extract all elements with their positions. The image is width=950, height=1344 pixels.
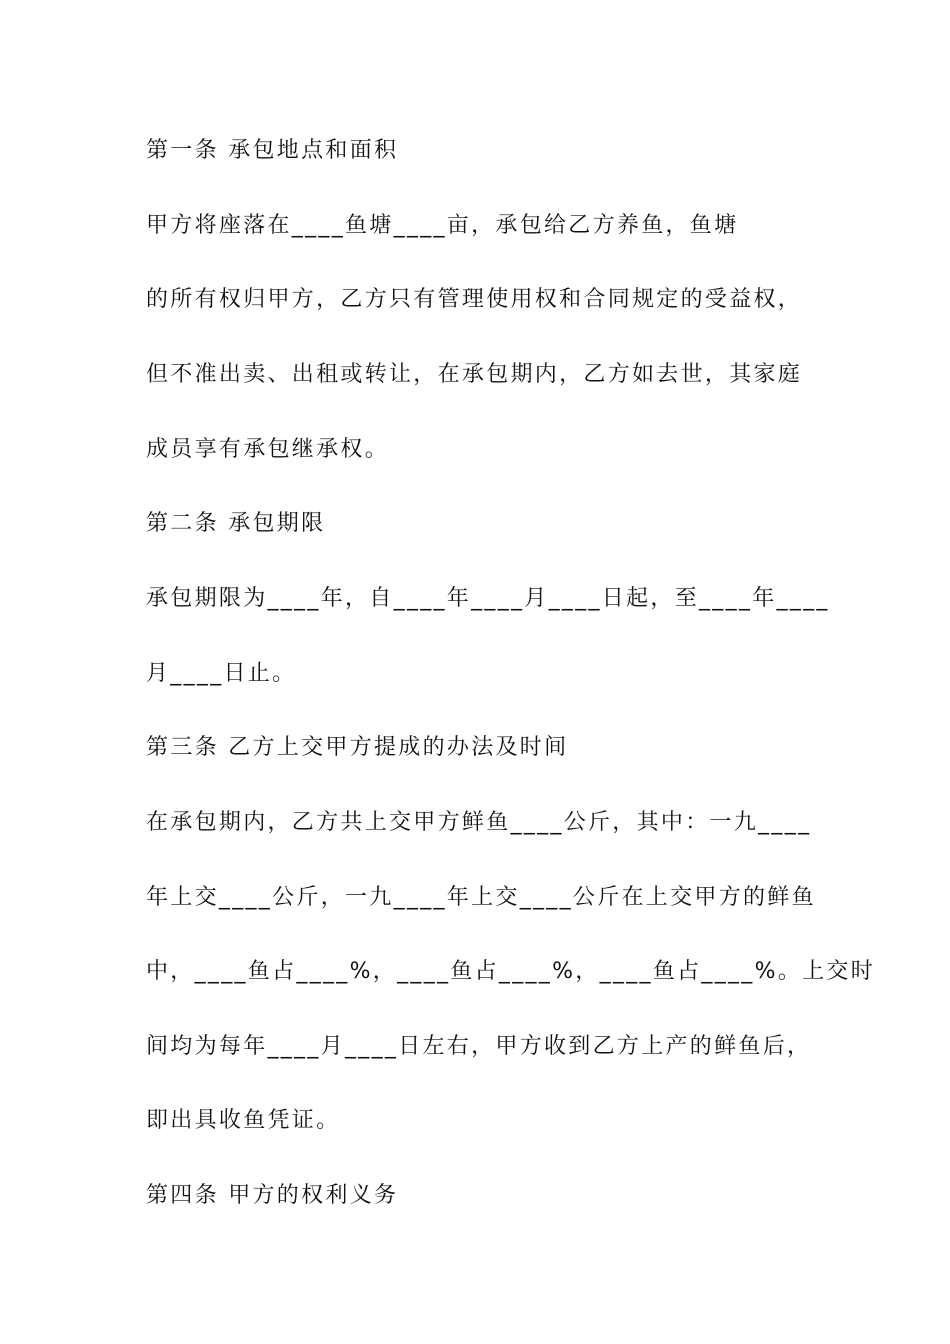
paragraph-line: 即出具收鱼凭证。 <box>146 1108 341 1133</box>
article-3-heading: 第三条 乙方上交甲方提成的办法及时间 <box>146 735 569 760</box>
paragraph-line: 承包期限为____年，自____年____月____日起，至____年____ <box>146 586 830 611</box>
paragraph-line: 的所有权归甲方，乙方只有管理使用权和合同规定的受益权， <box>146 287 803 312</box>
paragraph-line: 年上交____公斤，一九____年上交____公斤在上交甲方的鲜鱼 <box>146 885 816 910</box>
paragraph-line: 间均为每年____月____日左右，甲方收到乙方上产的鲜鱼后， <box>146 1034 812 1059</box>
article-2-heading: 第二条 承包期限 <box>146 511 326 536</box>
paragraph-line: 甲方将座落在____鱼塘____亩，承包给乙方养鱼，鱼塘 <box>146 213 739 238</box>
paragraph-line: 成员享有承包继承权。 <box>146 437 390 462</box>
paragraph-line: 中，____鱼占____%，____鱼占____%，____鱼占____%。上交时 <box>146 959 876 984</box>
paragraph-line: 在承包期内，乙方共上交甲方鲜鱼____公斤，其中：一九____ <box>146 810 812 835</box>
article-4-heading: 第四条 甲方的权利义务 <box>146 1183 399 1208</box>
paragraph-line: 但不准出卖、出租或转让，在承包期内，乙方如去世，其家庭 <box>146 362 803 387</box>
paragraph-line: 月____日止。 <box>146 661 297 686</box>
article-1-heading: 第一条 承包地点和面积 <box>146 138 399 163</box>
